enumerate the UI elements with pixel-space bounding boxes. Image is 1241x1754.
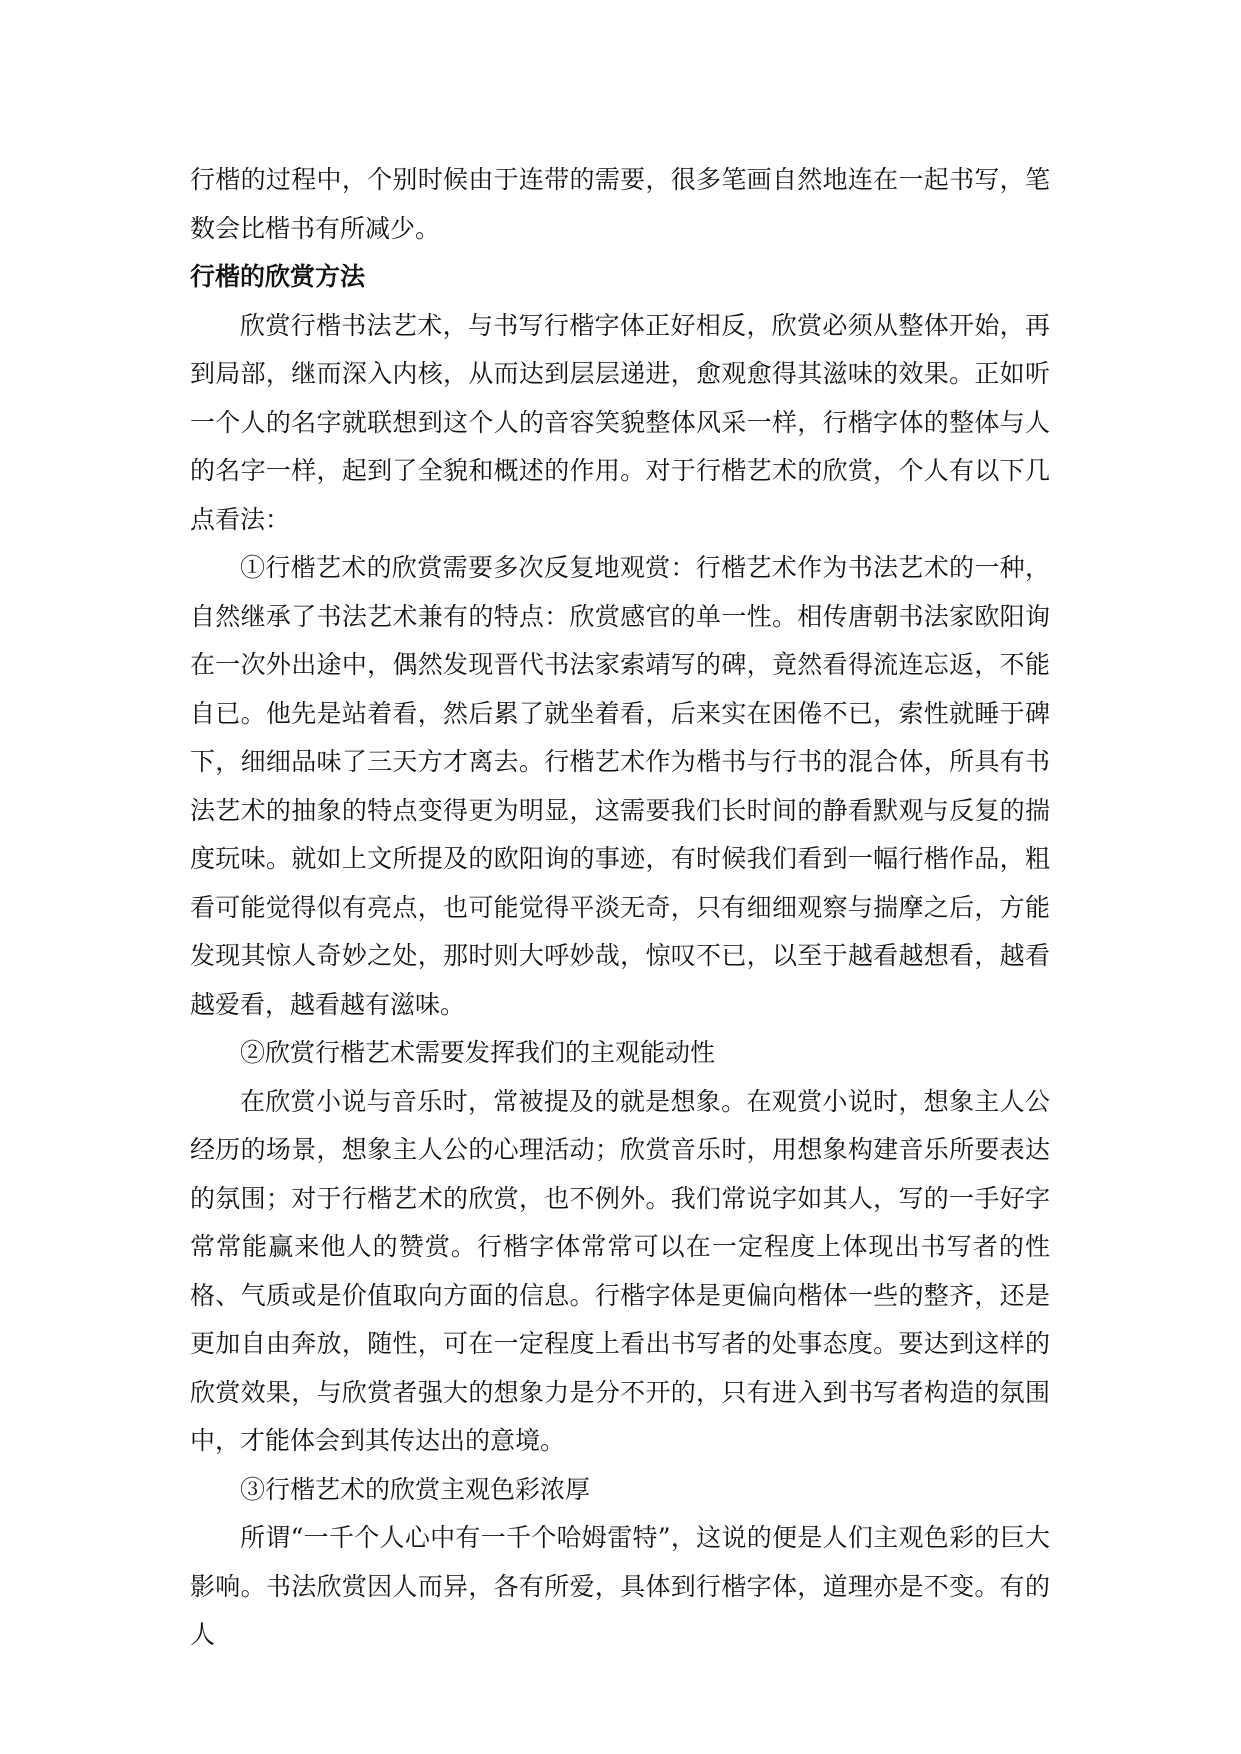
opening-fragment: 行楷的过程中，个别时候由于连带的需要，很多笔画自然地连在一起书写，笔数会比楷书有所减少。 (190, 165, 1050, 243)
point3-paragraph: 所谓“一千个人心中有一千个哈姆雷特”，这说的便是人们主观色彩的巨大影响。书法欣赏因人而异，各有所爱，具体到行楷字体，道理亦是不变。有的人 (190, 1523, 1050, 1649)
intro-paragraph: 欣赏行楷书法艺术，与书写行楷字体正好相反，欣赏必须从整体开始，再到局部，继而深入内核，从而达到层层递进，愈观愈得其滋味的效果。正如听一个人的名字就联想到这个人的音容笑貌整体风采一样，行楷字体的整体与人的名字一样，起到了全貌和概述的作用。对于行楷艺术的欣赏，个人有以下几点看法： (190, 310, 1050, 534)
point3-heading: ③行楷艺术的欣赏主观色彩浓厚 (240, 1474, 591, 1504)
point2-heading: ②欣赏行楷艺术需要发挥我们的主观能动性 (240, 1038, 716, 1067)
document-body (190, 156, 1050, 1660)
section-heading: 行楷的欣赏方法 (190, 262, 366, 291)
point2-paragraph: 在欣赏小说与音乐时，常被提及的就是想象。在观赏小说时，想象主人公经历的场景，想象主人公的心理活动；欣赏音乐时，用想象构建音乐所要表达的氛围；对于行楷艺术的欣赏，也不例外。我们常说字如其人，写的一手好字常常能赢来他人的赞赏。行楷字体常常可以在一定程度上体现出书写者的性格、气质或是价值取向方面的信息。行楷字体是更偏向楷体一些的整齐，还是更加自由奔放，随性，可在一定程度上看出书写者的处事态度。要达到这样的欣赏效果，与欣赏者强大的想象力是分不开的，只有进入到书写者构造的氛围中，才能体会到其传达出的意境。 (190, 1086, 1050, 1455)
point1-paragraph: ①行楷艺术的欣赏需要多次反复地观赏：行楷艺术作为书法艺术的一种，自然继承了书法艺术兼有的特点：欣赏感官的单一性。相传唐朝书法家欧阳询在一次外出途中，偶然发现晋代书法家索靖写的碑，竟然看得流连忘返，不能自已。他先是站着看，然后累了就坐着看，后来实在困倦不已，索性就睡于碑下，细细品味了三天方才离去。行楷艺术作为楷书与行书的混合体，所具有书法艺术的抽象的特点变得更为明显，这需要我们长时间的静看默观与反复的揣度玩味。就如上文所提及的欧阳询的事迹，有时候我们看到一幅行楷作品，粗看可能觉得似有亮点，也可能觉得平淡无奇，只有细细观察与揣摩之后，方能发现其惊人奇妙之处，那时则大呼妙哉，惊叹不已，以至于越看越想看，越看越爱看，越看越有滋味。 (190, 553, 1050, 1019)
